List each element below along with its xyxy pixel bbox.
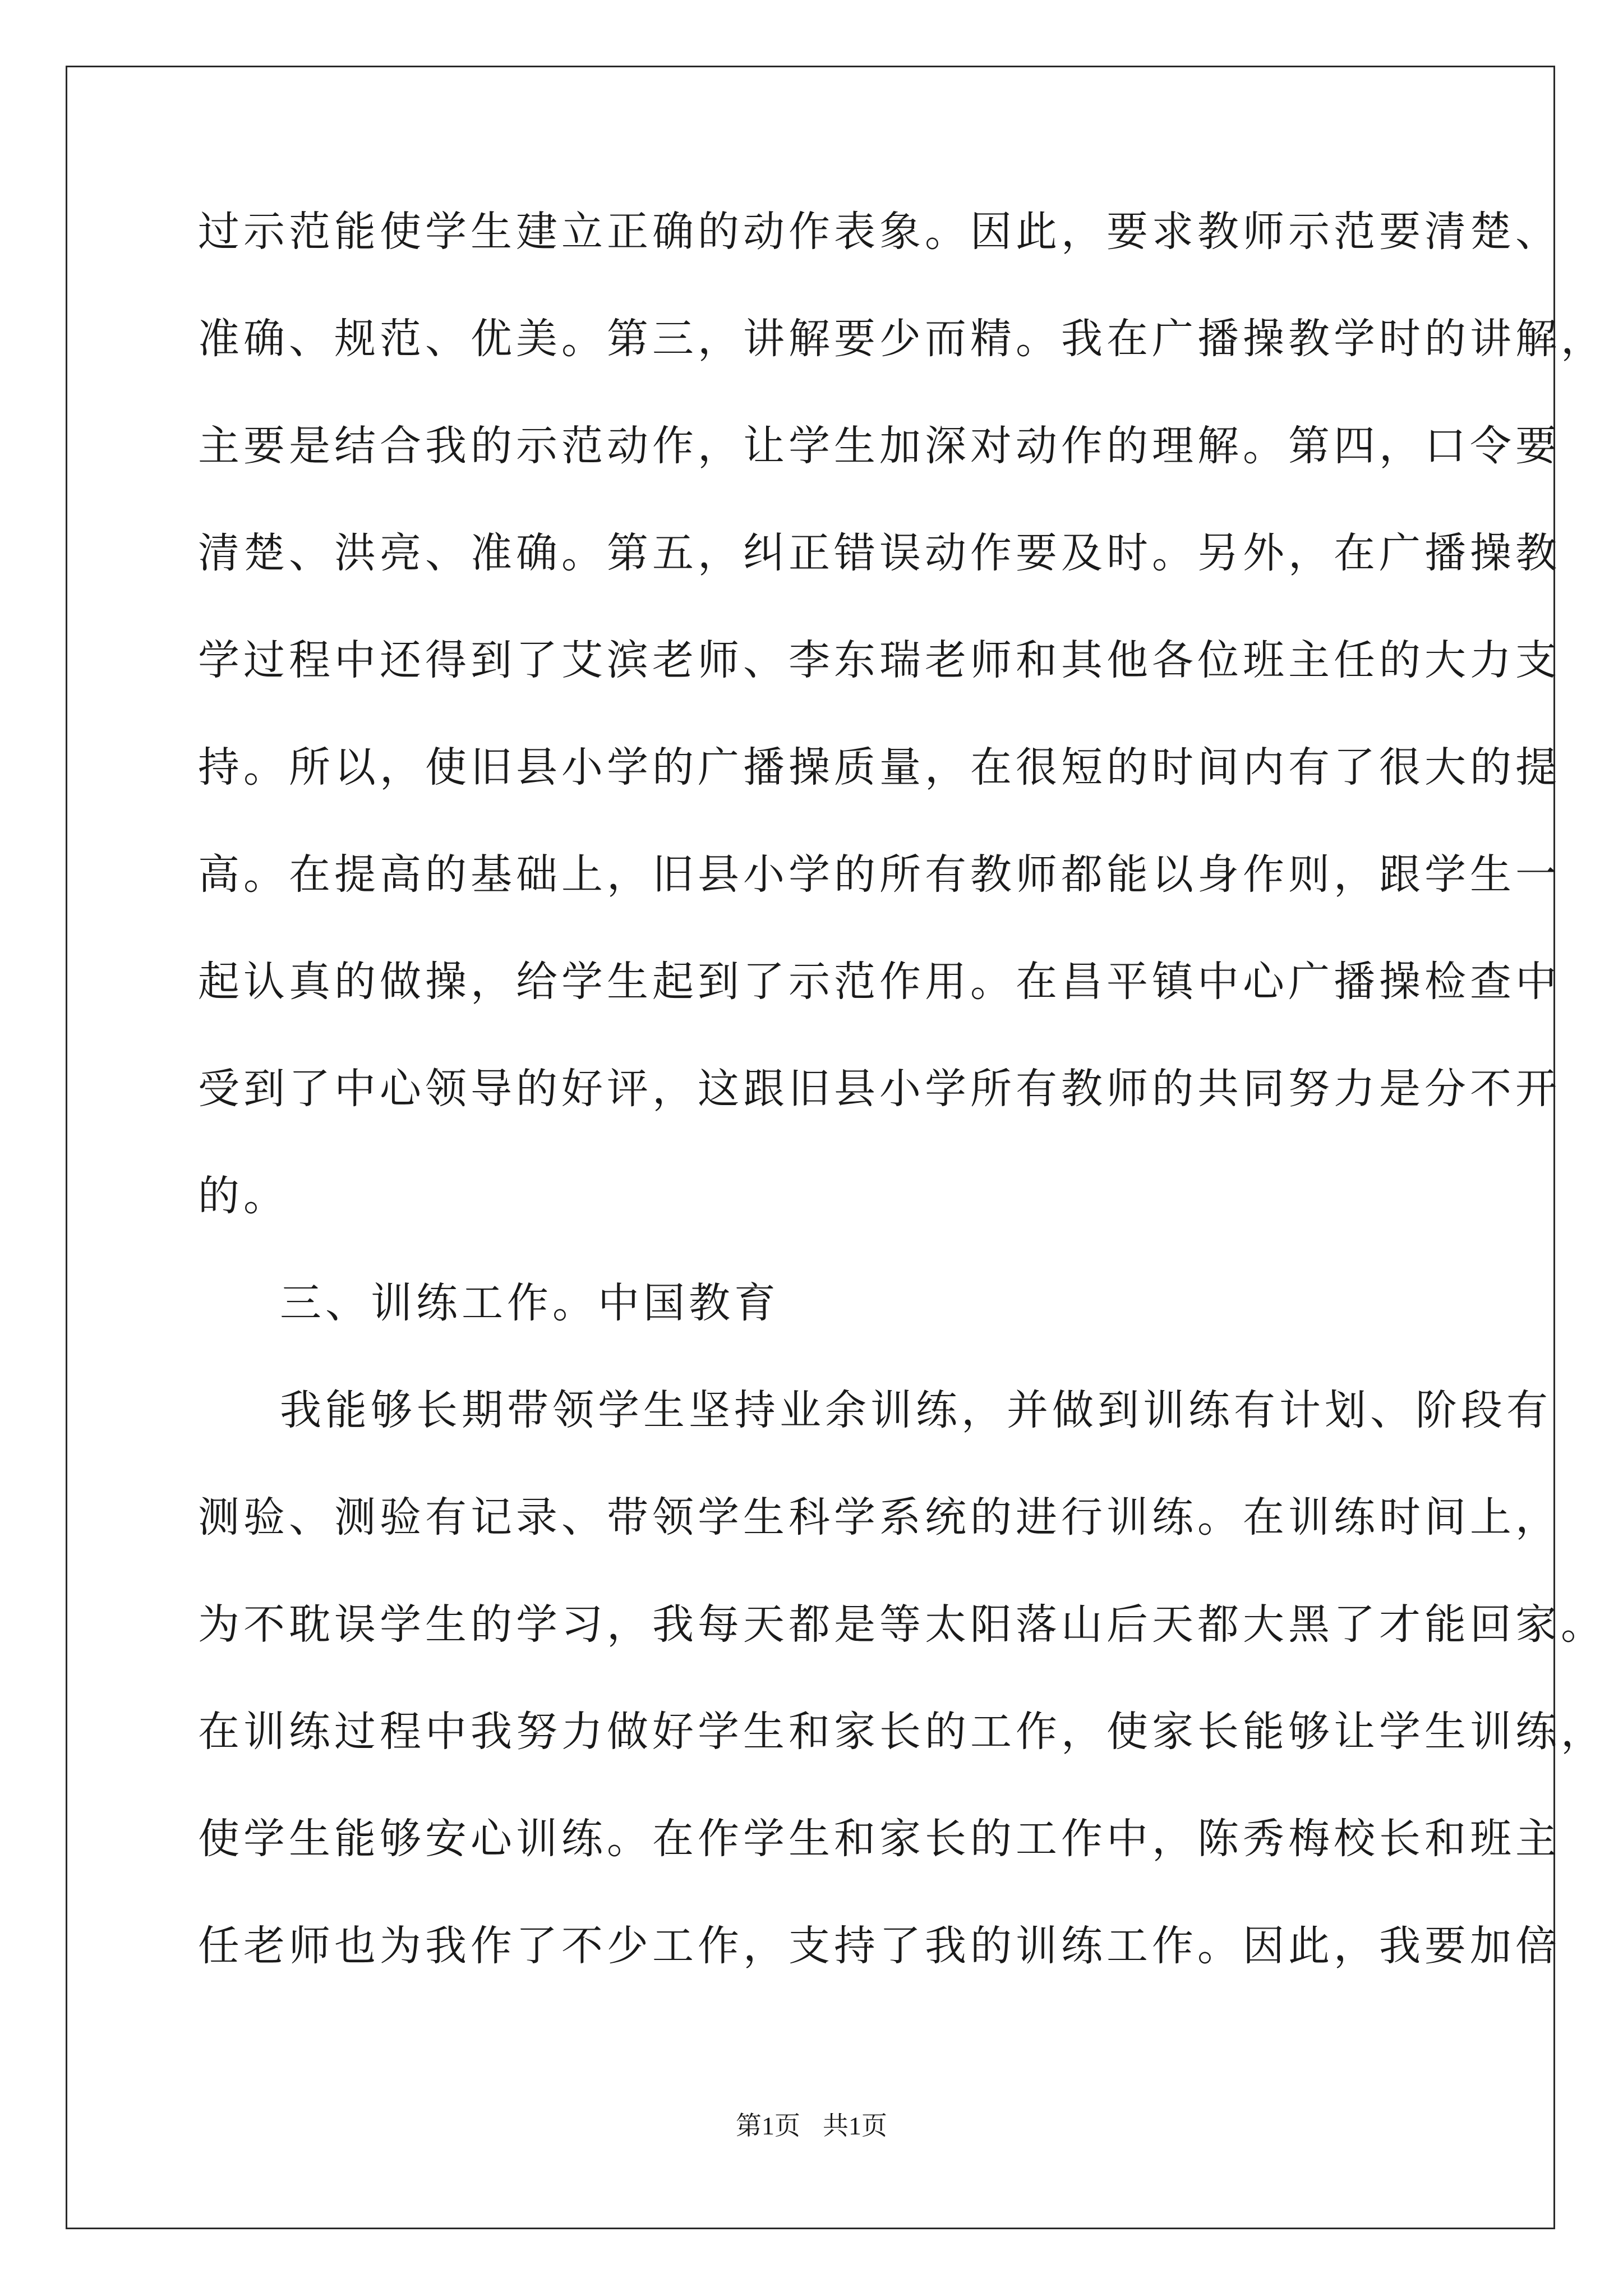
paragraph-line: 准确、规范、优美。第三，讲解要少而精。我在广播操教学时的讲解， [198, 315, 1606, 363]
paragraph-line: 主要是结合我的示范动作，让学生加深对动作的理解。第四，口令要 [198, 422, 1561, 470]
paragraph-line: 测验、测验有记录、带领学生科学系统的进行训练。在训练时间上， [198, 1493, 1561, 1542]
paragraph-line: 我能够长期带领学生坚持业余训练，并做到训练有计划、阶段有 [280, 1386, 1552, 1434]
paragraph-line: 为不耽误学生的学习，我每天都是等太阳落山后天都大黑了才能回家。 [198, 1600, 1606, 1649]
page-border [66, 66, 1555, 2229]
section-heading: 三、训练工作。中国教育 [280, 1279, 780, 1327]
paragraph-line: 使学生能够安心训练。在作学生和家长的工作中，陈秀梅校长和班主 [198, 1815, 1561, 1863]
paragraph-line: 学过程中还得到了艾滨老师、李东瑞老师和其他各位班主任的大力支 [198, 636, 1561, 684]
page-total: 共1页 [823, 2111, 887, 2140]
paragraph-line: 起认真的做操，给学生起到了示范作用。在昌平镇中心广播操检查中 [198, 958, 1561, 1006]
paragraph-line: 在训练过程中我努力做好学生和家长的工作，使家长能够让学生训练， [198, 1708, 1606, 1756]
paragraph-line: 任老师也为我作了不少工作，支持了我的训练工作。因此，我要加倍 [198, 1922, 1561, 1970]
page-footer [0, 2109, 1623, 2143]
paragraph-line: 过示范能使学生建立正确的动作表象。因此，要求教师示范要清楚、 [198, 208, 1561, 256]
paragraph-line: 的。 [198, 1172, 289, 1220]
paragraph-line: 持。所以，使旧县小学的广播操质量，在很短的时间内有了很大的提 [198, 743, 1561, 792]
paragraph-line: 清楚、洪亮、准确。第五，纠正错误动作要及时。另外，在广播操教 [198, 529, 1561, 577]
paragraph-line: 受到了中心领导的好评，这跟旧县小学所有教师的共同努力是分不开 [198, 1065, 1561, 1113]
paragraph-line: 高。在提高的基础上，旧县小学的所有教师都能以身作则，跟学生一 [198, 850, 1561, 899]
page-number: 第1页 [736, 2111, 800, 2140]
